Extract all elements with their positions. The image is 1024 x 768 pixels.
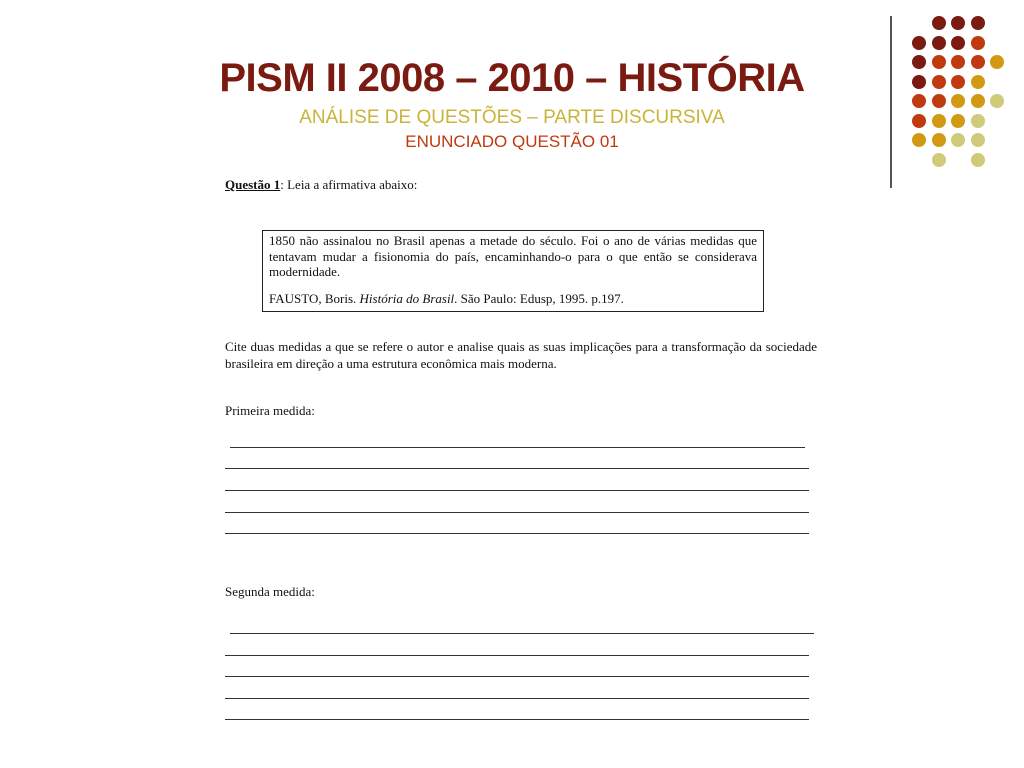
decorative-dot bbox=[932, 16, 946, 30]
quote-text: 1850 não assinalou no Brasil apenas a metade do século. Foi o ano de várias medidas que tentavam mudar a fisionomia do país, encaminhando-o para o que então se considerava modernidade. bbox=[269, 233, 757, 279]
decorative-dot bbox=[912, 36, 926, 50]
source-rest: . São Paulo: Edusp, 1995. p.197. bbox=[454, 290, 624, 306]
answer-line bbox=[225, 655, 809, 656]
page-subtitle: ANÁLISE DE QUESTÕES – PARTE DISCURSIVA bbox=[299, 107, 725, 128]
quote-box bbox=[262, 230, 764, 312]
question-prompt: : Leia a afirmativa abaixo: bbox=[280, 177, 418, 192]
answer-line bbox=[225, 490, 809, 491]
answer-line bbox=[230, 447, 805, 448]
decorative-dot bbox=[951, 16, 965, 30]
first-measure-label: Primeira medida: bbox=[225, 403, 315, 418]
decorative-dot bbox=[971, 36, 985, 50]
answer-line bbox=[225, 468, 809, 469]
answer-line bbox=[225, 719, 809, 720]
quote-source bbox=[269, 291, 757, 306]
decorative-dot bbox=[932, 36, 946, 50]
question-instruction: Cite duas medidas a que se refere o autor e analise quais as suas implicações para a transformação da sociedade brasileira em direção a uma estrutura econômica mais moderna. bbox=[225, 339, 817, 371]
decorative-dot bbox=[971, 16, 985, 30]
answer-line bbox=[225, 512, 809, 513]
second-measure-label: Segunda medida: bbox=[225, 584, 315, 599]
question-label: Questão 1 bbox=[225, 177, 281, 192]
decorative-dot bbox=[971, 153, 985, 167]
answer-line bbox=[225, 676, 809, 677]
divider-line bbox=[890, 16, 892, 188]
page-subheading: ENUNCIADO QUESTÃO 01 bbox=[405, 132, 619, 151]
answer-line bbox=[230, 633, 814, 634]
page-title: PISM II 2008 – 2010 – HISTÓRIA bbox=[219, 56, 805, 100]
decorative-dot bbox=[951, 36, 965, 50]
source-title: História do Brasil bbox=[359, 290, 455, 306]
question-heading bbox=[225, 177, 417, 193]
answer-line bbox=[225, 698, 809, 699]
source-author: FAUSTO, Boris. bbox=[269, 290, 360, 306]
decorative-dot bbox=[932, 153, 946, 167]
answer-line bbox=[225, 533, 809, 534]
